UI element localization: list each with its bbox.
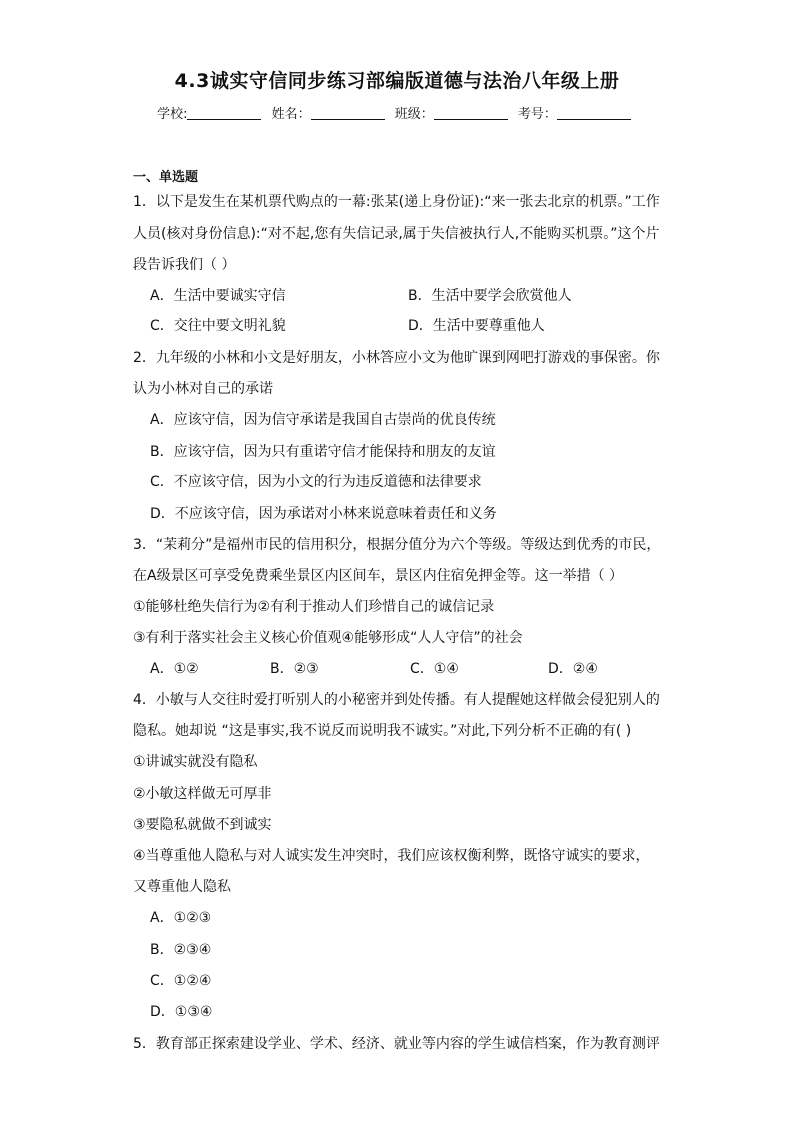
question-3-option-b: B．②③	[270, 661, 319, 677]
question-2-option-a: A．应该守信，因为信守承诺是我国自古崇尚的优良传统	[150, 412, 496, 428]
question-1-option-b: B．生活中要学会欣赏他人	[408, 288, 572, 304]
question-2-option-b: B．应该守信，因为只有重诺守信才能保持和朋友的友谊	[150, 444, 496, 460]
question-3-option-a: A．①②	[150, 661, 199, 677]
question-3-option-d: D．②④	[548, 661, 598, 677]
question-3-line-2: 在A级景区可享受免费乘坐景区内区间车，景区内住宿免押金等。这一举措（ ）	[133, 568, 624, 584]
exam-number-label: 考号：	[517, 107, 557, 122]
question-1-line-3: 段告诉我们（ ）	[133, 257, 236, 273]
question-1-line-1: 1．以下是发生在某机票代购点的一幕:张某(递上身份证):“来一张去北京的机票。”工作	[133, 194, 660, 210]
question-4-line-1: 4．小敏与人交往时爱打听别人的小秘密并到处传播。有人提醒她这样做会侵犯别人的	[133, 692, 660, 708]
question-1-option-d: D．生活中要尊重他人	[408, 318, 545, 334]
class-label: 班级：	[394, 107, 434, 122]
question-4-option-b: B．②③④	[150, 942, 212, 958]
school-label: 学校:	[157, 107, 188, 122]
question-4-statement-1: ①讲诚实就没有隐私	[133, 754, 258, 770]
question-4-statement-4-line-1: ④当尊重他人隐私与对人诚实发生冲突时，我们应该权衡利弊，既恪守诚实的要求，	[133, 848, 650, 864]
school-blank[interactable]	[187, 106, 261, 120]
question-2-option-d: D．不应该守信，因为承诺对小林来说意味着责任和义务	[150, 506, 497, 522]
section-title: 一、单选题	[133, 170, 199, 185]
question-4-line-2: 隐私。她却说 “这是事实,我不说反而说明我不诚实。”对此,下列分析不正确的有( )	[133, 723, 632, 739]
question-4-option-d: D．①③④	[150, 1004, 213, 1020]
question-4-statement-4-line-2: 又尊重他人隐私	[133, 879, 231, 895]
student-info-line	[0, 103, 794, 122]
question-4-option-a: A．①②③	[150, 910, 212, 926]
question-3-statement-1-2: ①能够杜绝失信行为②有利于推动人们珍惜自己的诚信记录	[133, 599, 495, 615]
name-blank[interactable]	[311, 106, 385, 120]
name-label: 姓名：	[271, 107, 311, 122]
question-1-line-2: 人员(核对身份信息):“对不起,您有失信记录,属于失信被执行人,不能购买机票。”这个片	[133, 226, 660, 242]
question-4-statement-2: ②小敏这样做无可厚非	[133, 786, 272, 802]
question-3-option-c: C．①④	[410, 661, 459, 677]
question-2-line-2: 认为小林对自己的承诺	[133, 381, 273, 397]
question-4-option-c: C．①②④	[150, 973, 212, 989]
question-5-line-1: 5．教育部正探索建设学业、学术、经济、就业等内容的学生诚信档案，作为教育测评	[133, 1036, 660, 1052]
page-title: 4.3诚实守信同步练习部编版道德与法治八年级上册	[174, 70, 620, 92]
question-3-line-1: 3．“茉莉分”是福州市民的信用积分，根据分值分为六个等级。等级达到优秀的市民，	[133, 537, 661, 553]
question-4-statement-3: ③要隐私就做不到诚实	[133, 817, 272, 833]
exam-number-blank[interactable]	[557, 106, 631, 120]
question-2-option-c: C．不应该守信，因为小文的行为违反道德和法律要求	[150, 474, 482, 490]
question-2-line-1: 2．九年级的小林和小文是好朋友，小林答应小文为他旷课到网吧打游戏的事保密。你	[133, 350, 660, 366]
question-3-statement-3-4: ③有利于落实社会主义核心价值观④能够形成“人人守信”的社会	[133, 630, 523, 646]
question-1-option-a: A．生活中要诚实守信	[150, 288, 286, 304]
class-blank[interactable]	[434, 106, 508, 120]
question-1-option-c: C．交往中要文明礼貌	[150, 318, 286, 334]
